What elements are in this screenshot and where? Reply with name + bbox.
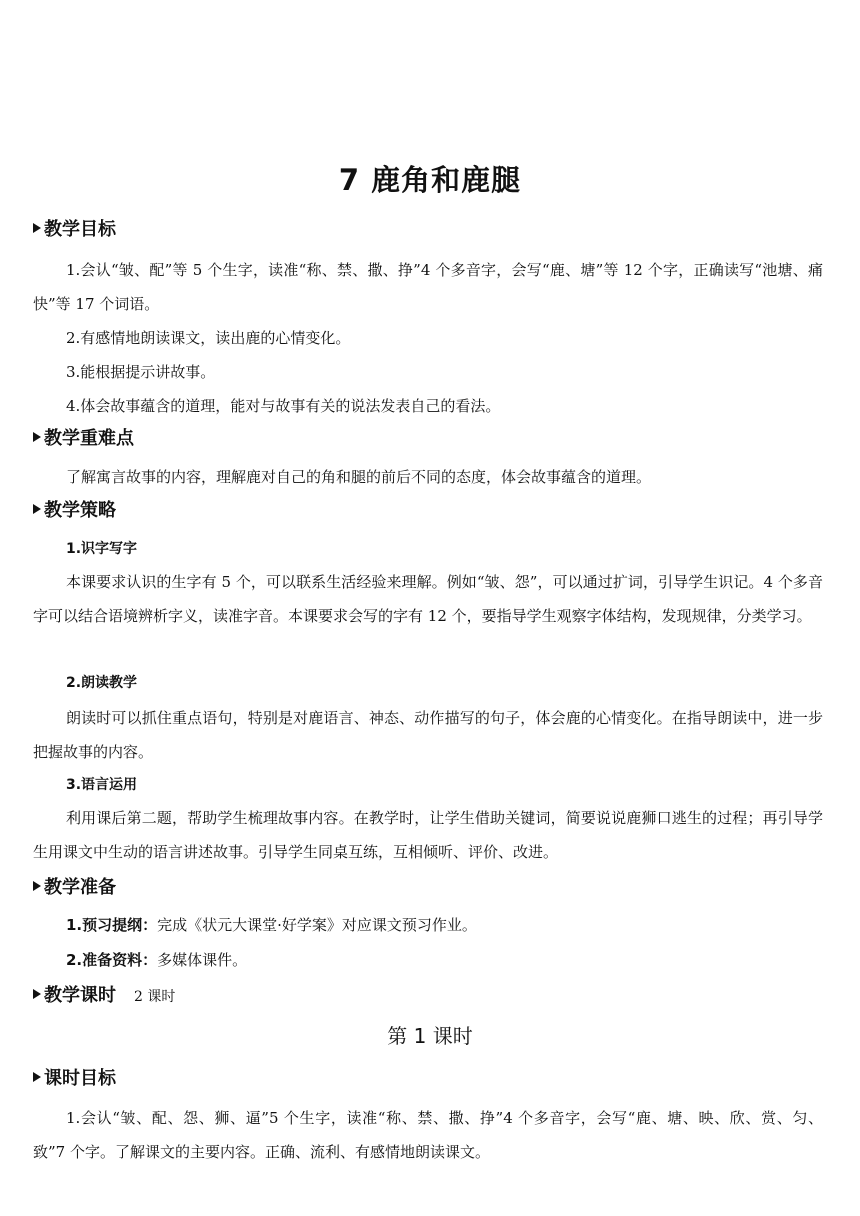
goal-item: 4.体会故事蕴含的道理，能对与故事有关的说法发表自己的看法。 [66, 397, 501, 415]
lesson-title: 7 鹿角和鹿腿 [338, 163, 522, 197]
key-points-text: 了解寓言故事的内容，理解鹿对自己的角和腿的前后不同的态度，体会故事蕴含的道理。 [66, 468, 652, 486]
heading-lesson-goals: 课时目标 [33, 1067, 116, 1091]
goal-item: 1.会认“皱、配”等 5 个生字，读准“称、禁、撒、挣”4 个多音字，会写“鹿、塘”等 12 个字，正确读写“池塘、痛快”等 17 个词语。 [33, 261, 823, 313]
lesson-1-title: 第 1 课时 [387, 1024, 473, 1048]
lesson-goal-item: 1.会认“皱、配、怨、狮、逼”5 个生字，读准“称、禁、撒、挣”4 个多音字，会写“鹿、塘、映、欣、赏、匀、致”7 个字。了解课文的主要内容。正确、流利、有感情地朗读课文。 [33, 1109, 823, 1161]
strategy-subheading: 1.识字写字 [66, 541, 138, 557]
triangle-bullet-icon [33, 223, 41, 233]
strategy-text: 朗读时可以抓住重点语句，特别是对鹿语言、神态、动作描写的句子，体会鹿的心情变化。在指导朗读中，进一步把握故事的内容。 [33, 709, 823, 761]
strategy-subheading: 2.朗读教学 [66, 675, 138, 691]
preparation-item: 1.预习提纲：完成《状元大课堂·好学案》对应课文预习作业。 [66, 916, 477, 934]
triangle-bullet-icon [33, 504, 41, 514]
preparation-item: 2.准备资料：多媒体课件。 [66, 951, 248, 969]
heading-preparation: 教学准备 [33, 876, 116, 900]
goal-item: 3.能根据提示讲故事。 [66, 363, 216, 381]
heading-goals: 教学目标 [33, 218, 116, 242]
hours-value: 2 课时 [134, 989, 176, 1005]
strategy-text: 本课要求认识的生字有 5 个，可以联系生活经验来理解。例如“皱、怨”，可以通过扩词，引导学生识记。4 个多音字可以结合语境辨析字义，读准字音。本课要求会写的字有 12 个，要指导学生观察字体结构，发现规律，分类学习。 [33, 573, 823, 625]
heading-key-points: 教学重难点 [33, 427, 134, 451]
heading-strategy: 教学策略 [33, 499, 116, 523]
heading-hours: 教学课时 2 课时 [33, 984, 175, 1009]
triangle-bullet-icon [33, 881, 41, 891]
triangle-bullet-icon [33, 1072, 41, 1082]
goal-item: 2.有感情地朗读课文，读出鹿的心情变化。 [66, 329, 351, 347]
triangle-bullet-icon [33, 432, 41, 442]
triangle-bullet-icon [33, 989, 41, 999]
strategy-text: 利用课后第二题，帮助学生梳理故事内容。在教学时，让学生借助关键词，简要说说鹿狮口逃生的过程；再引导学生用课文中生动的语言讲述故事。引导学生同桌互练，互相倾听、评价、改进。 [33, 809, 823, 861]
strategy-subheading: 3.语言运用 [66, 777, 138, 793]
